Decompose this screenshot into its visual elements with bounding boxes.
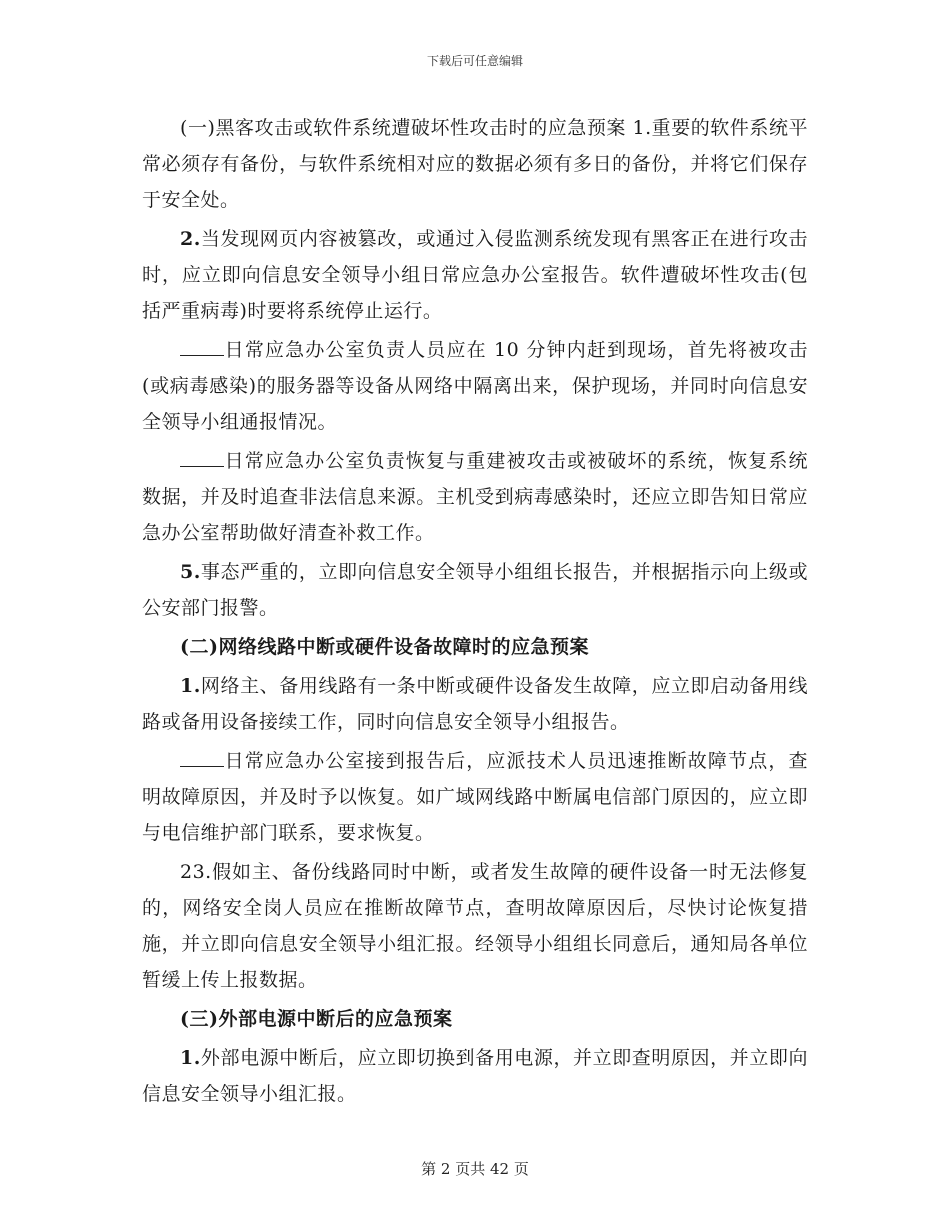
blank-underline: [180, 748, 224, 767]
page-header: 下载后可任意编辑: [426, 54, 523, 68]
page-footer: 第 2 页共 42 页: [421, 1160, 529, 1178]
paragraph-serious-report: 5.事态严重的，立即向信息安全领导小组组长报告，并根据指示向上级或公安部门报警。: [142, 561, 808, 619]
paragraph-power-switch: 1.外部电源中断后，应立即切换到备用电源，并立即查明原因，并立即向信息安全领导小组汇报。: [142, 1047, 808, 1105]
blank-underline: [180, 448, 224, 467]
paragraph-diagnose-fault: 日常应急办公室接到报告后，应派技术人员迅速推断故障节点，查明故障原因，并及时予以恢复。如广域网线路中断属电信部门原因的，应立即与电信维护部门联系，要求恢复。: [142, 750, 808, 844]
section-heading-power: (三)外部电源中断后的应急预案: [180, 1008, 453, 1030]
document-body: [142, 110, 808, 1115]
paragraph-backup-line: 1.网络主、备用线路有一条中断或硬件设备发生故障，应立即启动备用线路或备用设备接续工作，同时向信息安全领导小组报告。: [142, 675, 808, 733]
paragraph-hacker-plan: (一)黑客攻击或软件系统遭破坏性攻击时的应急预案 1.重要的软件系统平常必须存有备份，与软件系统相对应的数据必须有多日的备份，并将它们保存于安全处。: [142, 117, 808, 211]
paragraph-dual-line-outage: 23.假如主、备份线路同时中断，或者发生故障的硬件设备一时无法修复的，网络安全岗人员应在推断故障节点，查明故障原因后，尽快讨论恢复措施，并立即向信息安全领导小组汇报。经领导小组组长同意后，通知局各单位暂缓上传上报数据。: [142, 861, 808, 991]
paragraph-isolate-server: 日常应急办公室负责人员应在 10 分钟内赶到现场，首先将被攻击(或病毒感染)的服务器等设备从网络中隔离出来，保护现场，并同时向信息安全领导小组通报情况。: [142, 339, 808, 433]
paragraph-restore-system: 日常应急办公室负责恢复与重建被攻击或被破坏的系统，恢复系统数据，并及时追查非法信息来源。主机受到病毒感染时，还应立即告知日常应急办公室帮助做好清查补救工作。: [142, 450, 808, 544]
paragraph-tamper-report: 2.当发现网页内容被篡改，或通过入侵监测系统发现有黑客正在进行攻击时，应立即向信息安全领导小组日常应急办公室报告。软件遭破坏性攻击(包括严重病毒)时要将系统停止运行。: [142, 228, 808, 322]
section-heading-network: (二)网络线路中断或硬件设备故障时的应急预案: [180, 636, 589, 658]
blank-underline: [180, 337, 224, 356]
